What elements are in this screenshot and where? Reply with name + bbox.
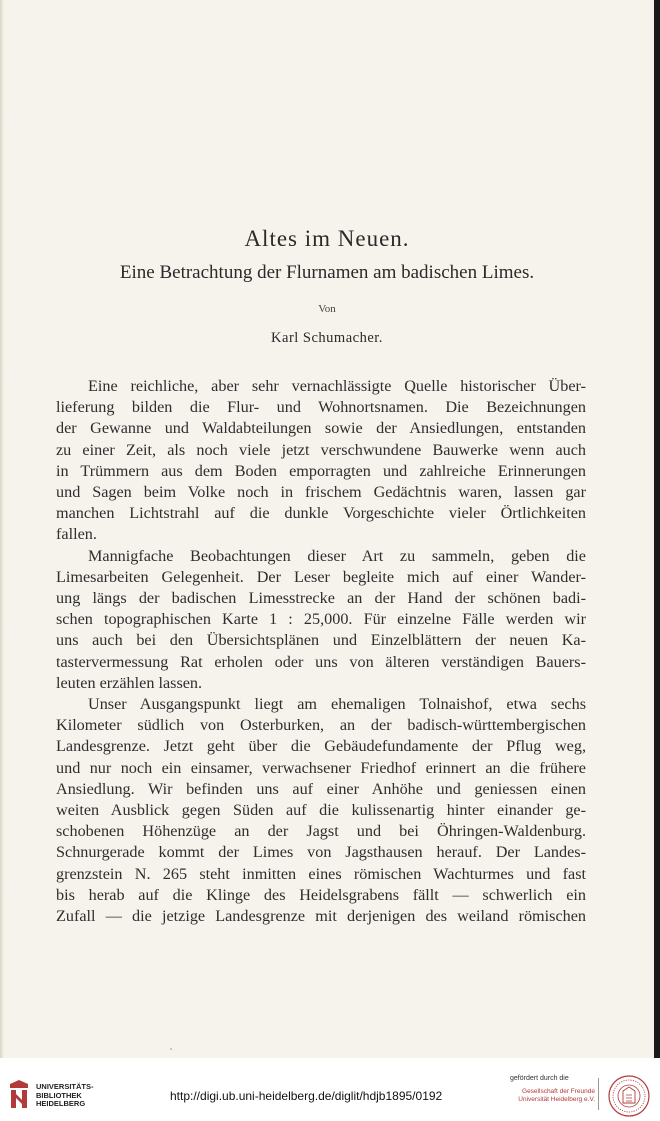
library-name-line: HEIDELBERG xyxy=(36,1099,86,1108)
article-author: Karl Schumacher. xyxy=(271,330,383,346)
article-title: Altes im Neuen. xyxy=(244,226,410,251)
body-line: weiten Ausblick gegen Süden auf die kulissenartig hinter einander ge- xyxy=(56,801,586,820)
body-line: der Gewanne und Waldabteilungen sowie der Ansiedlungen, entstanden xyxy=(56,419,586,438)
body-line: schen topographischen Karte 1 : 25,000. Für einzelne Fälle werden wir xyxy=(56,610,586,629)
footer-divider xyxy=(598,1078,599,1110)
society-name-line: Gesellschaft der Freunde xyxy=(522,1088,595,1095)
library-name-line: BIBLIOTHEK xyxy=(36,1090,82,1100)
body-line: Limesarbeiten Gelegenheit. Der Leser begleite mich auf einer Wander- xyxy=(56,567,586,586)
body-line: Kilometer südlich von Osterburken, an der badisch-württembergischen xyxy=(56,716,586,735)
scan-speck xyxy=(170,1048,172,1050)
body-line: Ansiedlung. Wir befinden uns auf einer Anhöhe und geniessen einen xyxy=(56,779,586,798)
body-line: uns auch bei den Übersichtsplänen und Einzelblättern der neuen Ka- xyxy=(56,631,586,650)
source-url-link[interactable]: http://digi.ub.uni-heidelberg.de/diglit/hdjb1895/0192 xyxy=(170,1089,443,1103)
body-line: bis herab auf die Klinge des Heidelsgrabens fällt — schwerlich ein xyxy=(56,885,586,904)
body-line: und nur noch ein einsamer, verwachsener Friedhof erinnert an die frühere xyxy=(56,758,586,777)
body-line: lieferung bilden die Flur- und Wohnortsnamen. Die Bezeichnungen xyxy=(56,398,586,417)
body-line: leuten erzählen lassen. xyxy=(56,673,203,692)
body-line: Unser Ausgangspunkt liegt am ehemaligen Tolnaishof, etwa sechs xyxy=(88,695,586,714)
body-line: manchen Lichtstrahl auf die dunkle Vorgeschichte vieler Örtlichkeiten xyxy=(56,504,586,523)
library-name-line: UNIVERSITÄTS- xyxy=(36,1082,94,1091)
body-line: und Sagen beim Volke noch in frischem Gedächtnis waren, lassen gar xyxy=(56,483,586,502)
body-line: tastervermessung Rat erholen oder uns von älteren verständigen Bauers- xyxy=(56,652,586,671)
article-body xyxy=(56,376,586,927)
society-name-line: Universität Heidelberg e.V. xyxy=(518,1096,595,1103)
page-gutter-shadow xyxy=(0,0,4,1058)
society-name xyxy=(505,1088,595,1104)
ub-heidelberg-logo-icon xyxy=(8,1078,30,1110)
body-line: Eine reichliche, aber sehr vernachlässigte Quelle historischer Über- xyxy=(88,377,586,395)
funded-by-label: gefördert durch die xyxy=(510,1075,569,1082)
body-line: in Trümmern aus dem Boden emporragten und zahlreiche Erinnerungen xyxy=(56,461,586,480)
body-line: Landesgrenze. Jetzt geht über die Gebäudefundamente der Pflug weg, xyxy=(56,737,586,756)
body-line: Schnurgerade kommt der Limes von Jagsthausen herauf. Der Landes- xyxy=(56,843,586,862)
body-line: ung längs der badischen Limesstrecke an der Hand der schönen badi- xyxy=(56,589,586,608)
body-line: grenzstein N. 265 steht inmitten eines römischen Wachturmes und fast xyxy=(56,864,586,883)
body-line: zu einer Zeit, als noch viele jetzt verschwundene Bauwerke wenn auch xyxy=(56,440,586,459)
library-name xyxy=(36,1083,94,1109)
body-line: Mannigfache Beobachtungen dieser Art zu sammeln, geben die xyxy=(88,546,586,565)
article-byline: Von xyxy=(318,303,336,315)
body-line: Zufall — die jetzige Landesgrenze mit derjenigen des weiland römischen xyxy=(56,907,586,926)
body-line: schobenen Höhenzüge an der Jagst und bei Öhringen-Waldenburg. xyxy=(56,822,586,841)
university-seal-icon xyxy=(608,1075,650,1117)
article-subtitle: Eine Betrachtung der Flurnamen am badischen Limes. xyxy=(119,262,535,283)
body-line: fallen. xyxy=(56,525,97,544)
